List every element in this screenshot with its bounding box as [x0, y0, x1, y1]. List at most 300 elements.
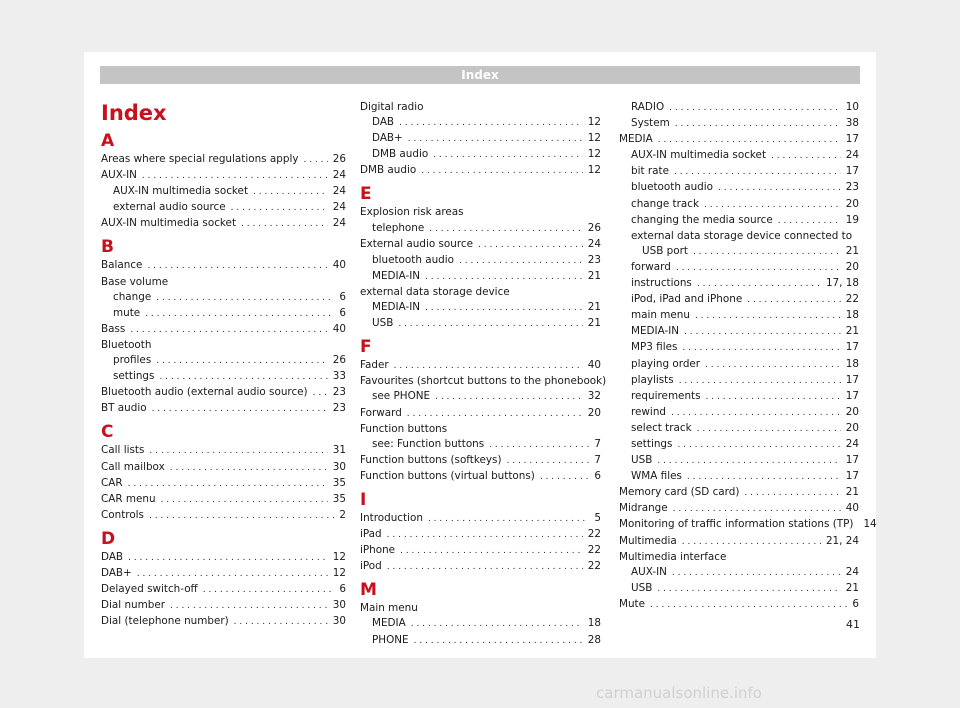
dot-leader	[152, 402, 328, 417]
entry-term: CAR	[101, 476, 123, 489]
entry-page: 21	[845, 581, 859, 594]
dot-leader	[425, 270, 583, 285]
entry-page: 20	[587, 406, 601, 419]
index-entry	[360, 469, 601, 485]
entry-page: 6	[852, 597, 859, 610]
entry-term: USB port	[642, 244, 688, 257]
entry-term: see PHONE	[372, 390, 431, 403]
entry-term: settings	[113, 370, 155, 383]
entry-term: Bluetooth audio (external audio source)	[101, 386, 308, 399]
entry-page: 10	[845, 101, 859, 113]
entry-term: MEDIA-IN	[372, 301, 421, 314]
entry-page: 30	[332, 615, 346, 628]
entry-term: settings	[631, 437, 673, 450]
section-letter: B	[101, 237, 114, 258]
watermark: carmanualsonline.info	[596, 684, 762, 702]
index-entry	[619, 260, 859, 276]
entry-term: AUX-IN multimedia socket	[631, 149, 767, 162]
index-entry	[619, 132, 859, 148]
dot-leader	[137, 567, 328, 582]
index-entry	[619, 453, 859, 469]
index-entry	[619, 485, 859, 501]
entry-page: 33	[332, 370, 346, 383]
entry-term: MEDIA	[619, 133, 653, 146]
entry-term: Call lists	[101, 444, 145, 457]
index-heading: Base volume	[101, 275, 169, 288]
entry-page: 18	[845, 309, 859, 322]
dot-leader	[693, 245, 841, 260]
dot-leader	[677, 438, 840, 453]
entry-term: Function buttons (softkeys)	[360, 453, 502, 466]
entry-page: 32	[587, 390, 601, 403]
entry-term: telephone	[372, 221, 425, 234]
entry-term: Mute	[619, 597, 646, 610]
index-entry	[101, 306, 346, 322]
entry-page: 5	[594, 511, 601, 524]
index-entry	[619, 373, 859, 389]
index-entry	[101, 369, 346, 385]
entry-page: 22	[845, 293, 859, 306]
entry-term: AUX-IN	[631, 565, 667, 578]
entry-term: change track	[631, 197, 699, 210]
dot-leader	[459, 254, 583, 269]
index-entry	[360, 437, 601, 453]
index-entry	[360, 147, 601, 163]
dot-leader	[161, 493, 328, 508]
index-entry	[619, 597, 859, 613]
dot-leader	[507, 454, 590, 469]
entry-page: 26	[587, 221, 601, 234]
section-letter: M	[360, 580, 377, 601]
index-entry	[360, 633, 601, 649]
section-letter: A	[101, 131, 115, 151]
index-entry	[101, 492, 346, 508]
index-entry	[360, 269, 601, 285]
entry-page: 6	[339, 290, 346, 303]
entry-term: change	[113, 290, 152, 303]
entry-page: 30	[332, 460, 346, 473]
entry-page: 31	[332, 444, 346, 457]
entry-term: profiles	[113, 354, 152, 367]
entry-page: 40	[845, 502, 859, 515]
entry-page: 17	[845, 389, 859, 402]
index-entry	[360, 527, 601, 543]
entry-page: 24	[332, 217, 346, 230]
dot-leader	[489, 438, 589, 453]
entry-term: playlists	[631, 373, 674, 386]
dot-leader	[771, 149, 841, 164]
index-entry	[619, 308, 859, 324]
entry-term: iPod, iPad and iPhone	[631, 293, 743, 306]
index-entry	[360, 131, 601, 147]
entry-page: 24	[845, 565, 859, 578]
entry-term: DAB	[101, 550, 124, 563]
entry-page: 40	[332, 259, 346, 272]
dot-leader	[704, 198, 841, 213]
section-letter: I	[360, 489, 367, 510]
index-entry	[101, 582, 346, 598]
entry-page: 20	[845, 260, 859, 273]
entry-page: 21	[845, 486, 859, 499]
dot-leader	[241, 217, 328, 232]
index-entry	[360, 559, 601, 575]
entry-term: External audio source	[360, 237, 474, 250]
index-entry	[101, 290, 346, 306]
entry-term: external audio source	[113, 201, 226, 214]
entry-page: 21	[587, 317, 601, 330]
index-entry	[619, 581, 859, 597]
dot-leader	[156, 291, 334, 306]
entry-page: 12	[332, 566, 346, 579]
index-entry	[360, 300, 601, 316]
index-entry	[101, 598, 346, 614]
dot-leader	[407, 407, 583, 422]
index-entry	[619, 292, 859, 308]
entry-term: DAB+	[101, 566, 132, 579]
entry-term: DMB audio	[360, 164, 417, 177]
entry-term: Monitoring of traffic information stations (TP)	[619, 518, 854, 531]
index-entry	[619, 469, 859, 485]
dot-leader	[674, 165, 841, 180]
dot-leader	[682, 341, 840, 356]
entry-term: select track	[631, 421, 692, 434]
dot-leader	[429, 222, 583, 237]
dot-leader	[421, 164, 583, 179]
entry-term: USB	[372, 317, 394, 330]
index-entry	[101, 443, 346, 459]
index-entry	[101, 322, 346, 338]
index-entry	[101, 184, 346, 200]
index-entry	[360, 543, 601, 559]
entry-term: playing order	[631, 357, 701, 370]
index-entry	[619, 501, 859, 517]
entry-term: forward	[631, 260, 671, 273]
index-entry	[619, 244, 859, 260]
entry-page: 20	[845, 197, 859, 210]
index-entry	[360, 316, 601, 332]
entry-page: 2	[339, 508, 346, 521]
dot-leader	[170, 599, 328, 614]
entry-page: 12	[587, 132, 601, 145]
dot-leader	[149, 444, 327, 459]
index-column-1	[101, 100, 346, 630]
entry-term: bluetooth audio	[372, 253, 455, 266]
index-entry	[101, 460, 346, 476]
entry-page: 6	[339, 583, 346, 596]
entry-page: 18	[587, 617, 601, 630]
dot-leader	[778, 214, 841, 229]
dot-leader	[697, 277, 821, 292]
dot-leader	[128, 551, 328, 566]
dot-leader	[231, 201, 328, 216]
entry-term: DAB+	[372, 132, 403, 145]
dot-leader	[304, 153, 328, 168]
index-entry	[619, 517, 877, 533]
index-entry	[360, 221, 601, 237]
entry-page: 17	[845, 341, 859, 354]
entry-page: 23	[845, 181, 859, 194]
index-entry	[101, 614, 346, 630]
entry-page: 26	[332, 354, 346, 367]
dot-leader	[399, 116, 583, 131]
index-entry	[619, 148, 859, 164]
index-heading: Function buttons	[360, 422, 448, 435]
entry-term: Dial (telephone number)	[101, 615, 229, 628]
entry-page: 17	[845, 165, 859, 178]
index-entry	[619, 389, 859, 405]
index-heading: Main menu	[360, 602, 418, 615]
index-entry	[360, 163, 601, 179]
entry-page: 17	[845, 133, 859, 146]
entry-term: bluetooth audio	[631, 181, 714, 194]
entry-term: RADIO	[631, 101, 665, 113]
entry-page: 7	[594, 453, 601, 466]
dot-leader	[145, 307, 334, 322]
entry-term: AUX-IN multimedia socket	[113, 185, 249, 198]
entry-term: PHONE	[372, 633, 409, 646]
entry-page: 21	[587, 269, 601, 282]
section-letter: E	[360, 184, 372, 205]
entry-term: iPod	[360, 560, 382, 573]
index-entry	[619, 534, 859, 550]
index-entry	[101, 508, 346, 524]
dot-leader	[705, 358, 841, 373]
entry-page: 21	[587, 301, 601, 314]
dot-leader	[203, 583, 335, 598]
entry-page: 24	[845, 437, 859, 450]
entry-term: BT audio	[101, 402, 147, 415]
section-letter: D	[101, 528, 116, 549]
index-entry	[619, 276, 859, 292]
dot-leader	[478, 238, 583, 253]
entry-page: 17	[845, 454, 859, 467]
dot-leader	[672, 566, 841, 581]
entry-term: Function buttons (virtual buttons)	[360, 469, 535, 482]
entry-term: main menu	[631, 309, 690, 322]
index-heading: Bluetooth	[101, 338, 152, 351]
entry-page: 24	[845, 149, 859, 162]
index-entry	[619, 405, 859, 421]
dot-leader	[398, 317, 582, 332]
index-entry	[101, 550, 346, 566]
dot-leader	[387, 528, 583, 543]
entry-term: Areas where special regulations apply	[101, 153, 299, 165]
entry-term: Balance	[101, 259, 143, 272]
index-entry	[619, 357, 859, 373]
index-entry	[619, 116, 859, 132]
page-number: 41	[846, 618, 860, 631]
index-entry	[619, 565, 859, 581]
dot-leader	[435, 390, 583, 405]
index-entry	[360, 616, 601, 632]
dot-leader	[433, 148, 583, 163]
dot-leader	[408, 132, 583, 147]
entry-page: 21	[845, 244, 859, 257]
dot-leader	[128, 477, 328, 492]
dot-leader	[313, 386, 328, 401]
index-entry	[619, 100, 859, 116]
entry-page: 26	[332, 153, 346, 165]
entry-page: 24	[332, 185, 346, 198]
entry-page: 17, 18	[825, 277, 859, 290]
dot-leader	[697, 422, 841, 437]
index-entry	[360, 389, 601, 405]
entry-page: 21	[845, 325, 859, 338]
entry-term: iPad	[360, 528, 382, 541]
index-entry	[101, 566, 346, 582]
entry-term: WMA files	[631, 470, 682, 483]
dot-leader	[675, 117, 841, 132]
dot-leader	[142, 169, 328, 184]
entry-page: 14	[863, 518, 877, 531]
dot-leader	[706, 390, 841, 405]
entry-page: 40	[332, 322, 346, 335]
entry-term: System	[631, 117, 670, 130]
index-entry	[101, 200, 346, 216]
entry-term: rewind	[631, 405, 667, 418]
dot-leader	[428, 512, 589, 527]
index-heading: Digital radio	[360, 101, 424, 113]
entry-term: iPhone	[360, 544, 396, 557]
index-heading: external data storage device	[360, 285, 510, 298]
index-entry	[101, 152, 346, 168]
dot-leader	[744, 486, 840, 501]
entry-page: 24	[332, 201, 346, 214]
entry-term: mute	[113, 306, 141, 319]
entry-term: DAB	[372, 116, 395, 129]
dot-leader	[400, 544, 583, 559]
index-entry	[360, 358, 601, 374]
dot-leader	[156, 354, 328, 369]
entry-term: Multimedia	[619, 534, 677, 547]
dot-leader	[682, 535, 821, 550]
index-entry	[619, 180, 859, 196]
entry-term: Midrange	[619, 502, 668, 515]
index-entry	[619, 340, 859, 356]
dot-leader	[695, 309, 841, 324]
dot-leader	[234, 615, 328, 630]
index-entry	[101, 353, 346, 369]
entry-term: Introduction	[360, 511, 423, 524]
dot-leader	[387, 560, 583, 575]
dot-leader	[676, 261, 841, 276]
entry-page: 28	[587, 633, 601, 646]
entry-page: 6	[594, 469, 601, 482]
entry-page: 7	[594, 437, 601, 450]
entry-page: 20	[845, 421, 859, 434]
dot-leader	[411, 617, 583, 632]
entry-term: AUX-IN multimedia socket	[101, 217, 237, 230]
index-entry	[101, 258, 346, 274]
entry-page: 22	[587, 528, 601, 541]
entry-page: 21, 24	[825, 534, 859, 547]
dot-leader	[425, 301, 583, 316]
entry-page: 23	[332, 402, 346, 415]
dot-leader	[718, 181, 841, 196]
index-entry	[619, 213, 859, 229]
entry-term: instructions	[631, 277, 692, 290]
index-entry	[619, 437, 859, 453]
dot-leader	[253, 185, 328, 200]
index-entry	[101, 216, 346, 232]
entry-term: MEDIA-IN	[631, 325, 680, 338]
entry-term: Delayed switch-off	[101, 583, 198, 596]
entry-term: DMB audio	[372, 148, 429, 161]
entry-term: MEDIA	[372, 617, 406, 630]
entry-page: 30	[332, 599, 346, 612]
index-entry	[360, 253, 601, 269]
index-entry	[360, 453, 601, 469]
dot-leader	[170, 461, 328, 476]
index-heading: external data storage device connected to	[631, 229, 853, 242]
entry-term: CAR menu	[101, 492, 156, 505]
entry-term: changing the media source	[631, 213, 773, 226]
index-entry	[360, 237, 601, 253]
entry-page: 24	[332, 169, 346, 182]
entry-page: 12	[587, 164, 601, 177]
entry-term: Call mailbox	[101, 460, 165, 473]
section-letter: C	[101, 422, 114, 443]
entry-term: Controls	[101, 508, 144, 521]
section-letter: F	[360, 337, 372, 358]
entry-page: 24	[587, 237, 601, 250]
entry-term: Memory card (SD card)	[619, 486, 740, 499]
header-bar: Index	[100, 66, 860, 84]
dot-leader	[657, 454, 840, 469]
dot-leader	[669, 101, 841, 116]
index-entry	[360, 511, 601, 527]
entry-page: 17	[845, 373, 859, 386]
index-entry	[101, 476, 346, 492]
dot-leader	[687, 470, 841, 485]
entry-term: see: Function buttons	[372, 437, 485, 450]
entry-page: 22	[587, 560, 601, 573]
index-entry	[619, 164, 859, 180]
entry-term: Fader	[360, 359, 389, 372]
entry-term: Forward	[360, 406, 402, 419]
entry-page: 12	[587, 116, 601, 129]
dot-leader	[147, 259, 327, 274]
entry-page: 35	[332, 476, 346, 489]
entry-term: bit rate	[631, 165, 669, 178]
index-column-3	[619, 100, 877, 613]
entry-term: MEDIA-IN	[372, 269, 421, 282]
index-entry	[101, 168, 346, 184]
index-heading: Explosion risk areas	[360, 206, 464, 219]
entry-page: 40	[587, 359, 601, 372]
dot-leader	[679, 374, 841, 389]
entry-term: AUX-IN	[101, 169, 137, 182]
entry-page: 23	[587, 253, 601, 266]
dot-leader	[747, 293, 841, 308]
entry-term: MP3 files	[631, 341, 678, 354]
index-entry	[360, 115, 601, 131]
entry-page: 18	[845, 357, 859, 370]
index-entry	[619, 197, 859, 213]
entry-page: 22	[587, 544, 601, 557]
entry-page: 17	[845, 470, 859, 483]
index-entry	[101, 385, 346, 401]
index-column-2	[360, 100, 607, 649]
entry-page: 23	[332, 386, 346, 399]
index-entry	[101, 401, 346, 417]
entry-term: Bass	[101, 322, 126, 335]
dot-leader	[684, 325, 841, 340]
dot-leader	[650, 598, 847, 613]
dot-leader	[130, 323, 327, 338]
entry-page: 6	[339, 306, 346, 319]
entry-term: Dial number	[101, 599, 165, 612]
